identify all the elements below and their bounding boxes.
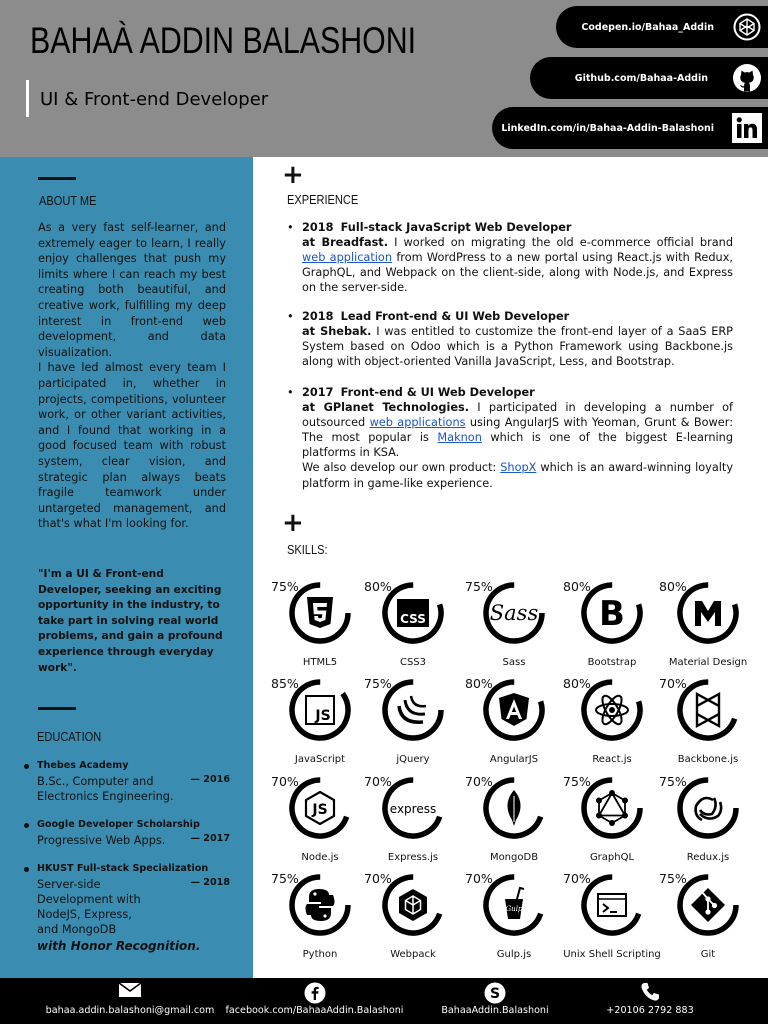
education-year: — 2018 xyxy=(190,877,230,888)
email-text: bahaa.addin.balashoni@gmail.com xyxy=(45,1005,215,1016)
svg-text:Sass: Sass xyxy=(489,601,539,625)
material-design-icon xyxy=(695,601,721,626)
skill-name: JavaScript xyxy=(294,754,346,765)
skill-item xyxy=(563,776,661,872)
bullet xyxy=(24,764,29,769)
web-applications-link[interactable]: web applications xyxy=(369,416,466,430)
education-school: HKUST Full-stack Specialization xyxy=(37,863,209,874)
plus-icon: + xyxy=(282,160,304,190)
experience-year: 2018 xyxy=(302,310,334,323)
skill-name: CSS3 xyxy=(399,657,427,668)
experience-item xyxy=(287,309,733,369)
skill-percent: 70% xyxy=(465,774,493,789)
career-objective-quote: "I'm a UI & Front-end Developer, seeking an exciting opportunity in the industry, to take part in solving real world problems, and gain a profound experience through everyday work". xyxy=(38,568,223,674)
skill-percent: 70% xyxy=(271,774,299,789)
experience-company: at GPlanet Technologies. xyxy=(302,401,470,415)
skill-name: Gulp.js xyxy=(496,949,532,960)
experience-title: Full-stack JavaScript Web Developer xyxy=(340,221,572,234)
skill-name: Material Design xyxy=(668,657,748,668)
webpack-icon xyxy=(399,889,427,921)
skill-item xyxy=(364,581,462,677)
angularjs-icon xyxy=(499,693,529,726)
skill-percent: 70% xyxy=(563,871,591,886)
skill-item xyxy=(271,581,369,677)
skill-percent: 75% xyxy=(465,579,493,594)
phone-text: +20106 2792 883 xyxy=(606,1005,694,1016)
education-year: — 2016 xyxy=(190,774,230,785)
linkedin-link[interactable] xyxy=(492,107,768,149)
skill-item xyxy=(659,776,757,872)
skill-item xyxy=(271,678,369,774)
git-icon xyxy=(691,888,725,922)
skill-name: Git xyxy=(700,949,716,960)
skill-name: GraphQL xyxy=(589,852,635,863)
skype-text: BahaaAddin.Balashoni xyxy=(441,1005,549,1016)
svg-text:CSS: CSS xyxy=(400,612,426,626)
skill-item xyxy=(364,873,462,969)
skill-item xyxy=(563,581,661,677)
sass-icon xyxy=(490,601,539,625)
experience-text: from WordPress to a new portal using React.js with Redux, GraphQL, and Webpack on the client-side, along with Node.js, and Express on the server-side. xyxy=(302,251,733,295)
bootstrap-icon xyxy=(599,594,625,634)
sidebar xyxy=(0,157,253,978)
full-name: BAHAÀ ADDIN BALASHONI xyxy=(30,20,417,61)
education-honor: with Honor Recognition. xyxy=(37,939,201,953)
skill-item xyxy=(659,678,757,774)
css3-icon xyxy=(397,599,429,627)
education-item xyxy=(24,863,234,959)
skill-name: Redux.js xyxy=(686,852,730,863)
skill-item xyxy=(563,873,661,969)
footer xyxy=(0,978,768,1024)
skill-name: jQuery xyxy=(396,754,430,765)
javascript-icon xyxy=(306,696,334,724)
job-title: UI & Front-end Developer xyxy=(40,89,269,110)
about-paragraph-1: As a very fast self-learner, and extremely eager to learn, I really enjoy challenges that push my limits where I can reach my best creating both beautiful, and creative work, fulfilling my deep interest in front-end web development, and data visualization. xyxy=(38,221,226,359)
skill-item xyxy=(465,678,563,774)
skill-percent: 75% xyxy=(659,774,687,789)
skill-percent: 75% xyxy=(659,871,687,886)
bullet: • xyxy=(287,310,294,323)
experience-title: Front-end & UI Web Developer xyxy=(340,386,535,399)
skill-item xyxy=(659,873,757,969)
skill-percent: 75% xyxy=(563,774,591,789)
education-heading: EDUCATION xyxy=(37,729,102,744)
html5-icon xyxy=(307,597,333,628)
email-contact[interactable] xyxy=(30,978,230,1024)
bullet: • xyxy=(287,221,294,234)
skill-item xyxy=(364,776,462,872)
header xyxy=(0,0,768,157)
express-icon xyxy=(390,802,436,816)
plus-icon: + xyxy=(282,508,304,538)
skill-progress-arc xyxy=(680,780,736,836)
skill-name: Python xyxy=(302,949,338,960)
education-school: Thebes Academy xyxy=(37,760,129,771)
skill-percent: 80% xyxy=(563,579,591,594)
experience-year: 2017 xyxy=(302,386,334,399)
about-paragraph-2: I have led almost every team I participated in, whether in projects, competitions, volunteer work, or other variant activities, and I found that working in a good focused team with robust system, clear vision, and strategic plan always beats fragile teamwork under untargeted management, and that's what I'm looking for. xyxy=(38,361,226,531)
role-accent-bar xyxy=(26,80,29,117)
github-icon xyxy=(732,63,762,93)
backbone-icon xyxy=(697,694,719,726)
skill-progress-arc xyxy=(584,780,640,836)
bullet xyxy=(24,823,29,828)
svg-text:JS: JS xyxy=(315,708,331,724)
experience-company: at Shebak. xyxy=(302,325,372,339)
skill-percent: 70% xyxy=(364,774,392,789)
phone-icon xyxy=(640,982,660,1006)
maknon-link[interactable]: Maknon xyxy=(437,431,482,445)
python-icon xyxy=(306,889,335,921)
skill-item xyxy=(659,581,757,677)
skill-percent: 80% xyxy=(659,579,687,594)
skill-name: Node.js xyxy=(301,852,339,863)
education-item xyxy=(24,760,234,810)
skill-percent: 85% xyxy=(271,676,299,691)
skill-item xyxy=(465,873,563,969)
skill-name: React.js xyxy=(592,754,632,765)
skill-item xyxy=(563,678,661,774)
facebook-text: facebook.com/BahaaAddin.Balashoni xyxy=(225,1005,404,1016)
experience-text: We also develop our own product: xyxy=(302,461,501,475)
experience-company: at Breadfast. xyxy=(302,236,388,250)
skill-name: Express.js xyxy=(387,852,439,863)
education-school: Google Developer Scholarship xyxy=(37,819,200,830)
skill-item xyxy=(271,776,369,872)
skill-item xyxy=(465,776,563,872)
nodejs-icon xyxy=(306,792,334,824)
skill-name: AngularJS xyxy=(489,754,539,765)
skill-name: Sass xyxy=(502,657,526,668)
experience-text: I worked on migrating the old e-commerce official brand xyxy=(388,236,733,250)
experience-text: I participated in developing a number of outsourced xyxy=(302,401,733,430)
skill-percent: 70% xyxy=(465,871,493,886)
svg-text:B: B xyxy=(599,594,625,634)
skill-item xyxy=(271,873,369,969)
redux-icon xyxy=(696,798,722,820)
education-year: — 2017 xyxy=(190,833,230,844)
experience-text: I was entitled to customize the front-end layer of a SaaS ERP System based on Odoo which is a Python Framework using Backbone.js along with object-oriented Vanilla JavaScript, Less, and Bootstrap. xyxy=(302,325,733,369)
shopx-link[interactable]: ShopX xyxy=(500,461,537,475)
about-text xyxy=(38,220,226,532)
svg-text:express: express xyxy=(389,802,437,816)
react-icon xyxy=(596,693,628,727)
experience-item xyxy=(287,385,733,491)
skill-item xyxy=(364,678,462,774)
skill-percent: 75% xyxy=(364,676,392,691)
skill-percent: 70% xyxy=(659,676,687,691)
experience-year: 2018 xyxy=(302,221,334,234)
skill-name: MongoDB xyxy=(489,852,539,863)
skill-name: Webpack xyxy=(390,949,436,960)
section-divider xyxy=(38,707,76,710)
skill-name: HTML5 xyxy=(302,657,338,668)
about-heading: ABOUT ME xyxy=(39,193,97,208)
experience-title: Lead Front-end & UI Web Developer xyxy=(340,310,570,323)
gulp-icon xyxy=(505,888,524,919)
skill-name: Unix Shell Scripting xyxy=(563,949,661,960)
experience-text: which is an award-winning loyalty platform in game-like experience. xyxy=(302,461,734,490)
skill-item xyxy=(465,581,563,677)
skill-percent: 75% xyxy=(271,871,299,886)
section-divider xyxy=(38,177,76,180)
experience-heading: EXPERIENCE xyxy=(287,192,359,207)
codepen-link[interactable] xyxy=(556,6,768,48)
education-item xyxy=(24,819,234,849)
education-degree: Progressive Web Apps. xyxy=(37,834,166,847)
experience-text: using AngularJS with Yeoman, Grunt & Bower: The most popular is xyxy=(302,416,734,445)
skill-name: Backbone.js xyxy=(677,754,739,765)
experience-item xyxy=(287,220,733,295)
bullet xyxy=(24,867,29,872)
svg-text:JS: JS xyxy=(312,802,328,818)
skills-heading: SKILLS: xyxy=(287,542,328,557)
jquery-icon xyxy=(399,696,426,722)
svg-text:Gulp: Gulp xyxy=(505,905,523,913)
phone-contact[interactable] xyxy=(590,978,710,1024)
mongodb-icon xyxy=(507,790,520,826)
codepen-link-label: Codepen.io/Bahaa_Addin xyxy=(581,21,714,33)
education-degree: B.Sc., Computer and Electronics Engineering. xyxy=(37,775,174,803)
linkedin-link-label: LinkedIn.com/in/Bahaa-Addin-Balashoni xyxy=(501,122,714,134)
skill-percent: 75% xyxy=(271,579,299,594)
github-link[interactable] xyxy=(530,57,768,99)
graphql-icon xyxy=(596,790,628,826)
skill-progress-arc xyxy=(385,682,441,738)
skype-contact[interactable] xyxy=(420,978,570,1024)
web-application-link[interactable]: web application xyxy=(302,251,392,265)
github-link-label: Github.com/Bahaa-Addin xyxy=(574,72,708,84)
bullet: • xyxy=(287,386,294,399)
terminal-icon xyxy=(598,894,626,916)
facebook-contact[interactable] xyxy=(222,978,407,1024)
skill-percent: 80% xyxy=(563,676,591,691)
skill-percent: 80% xyxy=(364,579,392,594)
svg-text:S: S xyxy=(489,986,501,1002)
education-degree: Server-side Development with NodeJS, Express, and MongoDB xyxy=(37,878,141,936)
skill-percent: 80% xyxy=(465,676,493,691)
linkedin-icon xyxy=(732,113,762,143)
experience-text: which is one of the biggest E-learning platforms in KSA. xyxy=(302,431,733,460)
envelope-icon xyxy=(118,982,142,1002)
codepen-icon xyxy=(732,12,762,42)
skill-percent: 70% xyxy=(364,871,392,886)
skill-name: Bootstrap xyxy=(587,657,637,668)
